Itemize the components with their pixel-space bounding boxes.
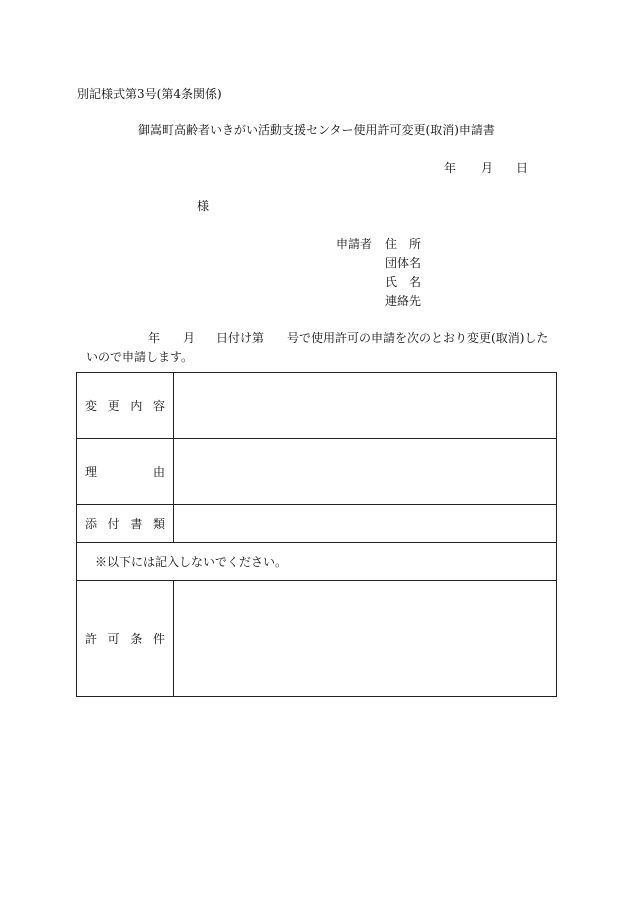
document-title: 御嵩町高齢者いきがい活動支援センター使用許可変更(取消)申請書 bbox=[138, 123, 495, 137]
applicant-label: 申請者 bbox=[336, 237, 373, 251]
body-continuation: 号で使用許可の申請を次のとおり変更(取消)した bbox=[287, 331, 549, 345]
change-content-row bbox=[77, 373, 557, 439]
conditions-char-2: 可 bbox=[107, 632, 120, 646]
applicant-organization-label: 団体名 bbox=[385, 256, 422, 270]
change-content-label bbox=[77, 373, 174, 439]
application-table bbox=[76, 372, 557, 697]
applicant-contact-label: 連絡先 bbox=[385, 294, 422, 308]
office-use-note-text: ※以下には記入しないでください。 bbox=[95, 555, 288, 569]
date-year-label: 年 bbox=[444, 161, 457, 175]
reason-row bbox=[77, 439, 557, 505]
attachments-char-1: 添 bbox=[85, 517, 98, 531]
body-year: 年 bbox=[148, 331, 161, 345]
note-row bbox=[77, 543, 557, 581]
conditions-label bbox=[77, 581, 174, 697]
reason-char-2: 由 bbox=[152, 465, 165, 479]
form-number: 別記様式第3号(第4条関係) bbox=[77, 87, 222, 101]
conditions-char-1: 許 bbox=[85, 632, 98, 646]
change-content-char-4: 容 bbox=[152, 399, 165, 413]
conditions-char-3: 条 bbox=[130, 632, 143, 646]
reason-field[interactable] bbox=[174, 439, 557, 505]
body-text-line1 bbox=[148, 330, 548, 346]
attachments-field[interactable] bbox=[174, 505, 557, 543]
attachments-label bbox=[77, 505, 174, 543]
conditions-row bbox=[77, 581, 557, 697]
date-day-label: 日 bbox=[516, 161, 529, 175]
applicant-address-label: 住 所 bbox=[385, 237, 422, 251]
conditions-char-4: 件 bbox=[152, 632, 165, 646]
applicant-name-label: 氏 名 bbox=[385, 275, 422, 289]
conditions-field bbox=[174, 581, 557, 697]
change-content-char-1: 変 bbox=[85, 399, 98, 413]
reason-char-1: 理 bbox=[85, 465, 98, 479]
reason-label bbox=[77, 439, 174, 505]
change-content-field[interactable] bbox=[174, 373, 557, 439]
attachments-char-2: 付 bbox=[107, 517, 120, 531]
change-content-char-3: 内 bbox=[130, 399, 143, 413]
addressee-honorific: 様 bbox=[197, 199, 210, 213]
attachments-char-4: 類 bbox=[152, 517, 165, 531]
attachments-char-3: 書 bbox=[130, 517, 143, 531]
body-month: 月 bbox=[183, 331, 196, 345]
body-day-number: 日付け第 bbox=[216, 331, 265, 345]
body-text-line2: いので申請します。 bbox=[86, 350, 194, 364]
office-use-note bbox=[77, 543, 557, 581]
date-month-label: 月 bbox=[481, 161, 494, 175]
change-content-char-2: 更 bbox=[107, 399, 120, 413]
attachments-row bbox=[77, 505, 557, 543]
